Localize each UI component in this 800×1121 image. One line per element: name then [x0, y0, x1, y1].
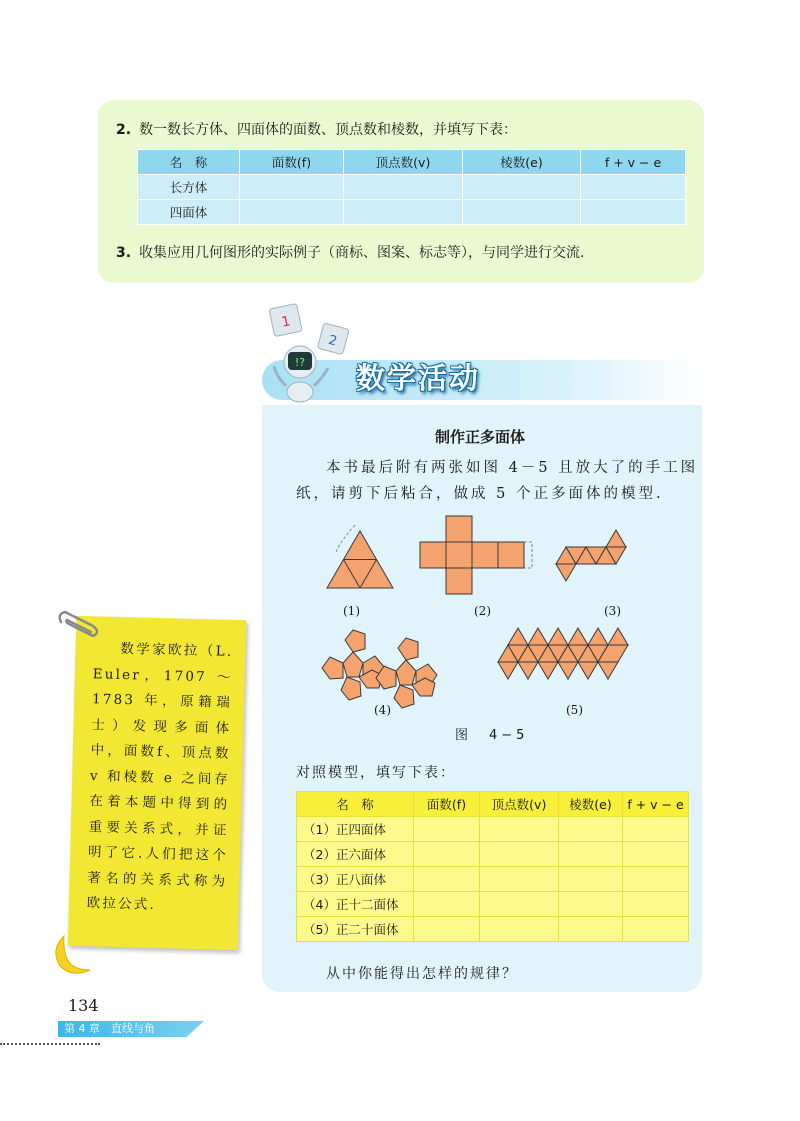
activity-banner-title: 数学活动 — [356, 361, 481, 395]
moon-icon — [48, 932, 96, 978]
figure-caption: 图 4−5 — [455, 728, 529, 743]
table-cell[interactable] — [623, 892, 689, 917]
row-label: （3）正八面体 — [297, 867, 414, 892]
figure-label-3: (3) — [604, 604, 621, 618]
table-cell[interactable] — [414, 917, 480, 942]
svg-text:1: 1 — [279, 313, 293, 331]
header-faces: 面数(f) — [240, 150, 344, 175]
table-row — [297, 892, 689, 917]
table-cell[interactable] — [559, 842, 623, 867]
table-row — [297, 842, 689, 867]
exercise-3 — [116, 243, 585, 263]
table-cell[interactable] — [623, 867, 689, 892]
mascot-icon — [258, 296, 358, 406]
header-vertices: 顶点数(v) — [344, 150, 463, 175]
row-label: （5）正二十面体 — [297, 917, 414, 942]
cube-net — [420, 516, 532, 594]
table-cell[interactable] — [623, 842, 689, 867]
table-cell[interactable] — [344, 175, 463, 200]
row-label: （2）正六面体 — [297, 842, 414, 867]
polyhedra-table-header — [297, 792, 689, 817]
table-cell[interactable] — [581, 200, 686, 225]
table-cell[interactable] — [480, 867, 559, 892]
header-name: 名 称 — [138, 150, 240, 175]
dodecahedron-net — [322, 630, 437, 708]
exercise-3-number: 3. — [116, 245, 132, 261]
table-cell[interactable] — [463, 175, 581, 200]
table-cell[interactable] — [463, 200, 581, 225]
header-faces: 面数(f) — [414, 792, 480, 817]
table-cell[interactable] — [344, 200, 463, 225]
exercise-2-text: 数一数长方体、四面体的面数、顶点数和棱数，并填写下表： — [139, 122, 518, 138]
polyhedra-table — [296, 791, 689, 942]
row-label: （4）正十二面体 — [297, 892, 414, 917]
figure-label-5: (5) — [566, 703, 583, 717]
table-cell[interactable] — [414, 817, 480, 842]
table-cell[interactable] — [559, 867, 623, 892]
activity-paragraph-line1: 本书最后附有两张如图 4－5 且放大了的手工图 — [326, 460, 699, 476]
figure-label-1: (1) — [343, 604, 360, 618]
row-label: 长方体 — [138, 175, 240, 200]
activity-paragraph-line2: 纸，请剪下后粘合，做成 5 个正多面体的模型. — [296, 486, 664, 502]
table-cell[interactable] — [480, 817, 559, 842]
table-cell[interactable] — [623, 917, 689, 942]
table-row — [297, 917, 689, 942]
header-formula: f + v − e — [581, 150, 686, 175]
table-cell[interactable] — [480, 842, 559, 867]
octahedron-net — [556, 530, 626, 581]
side-note-text: 数学家欧拉（L. Euler，1707 ～ 1783 年，原籍瑞士）发现多面体中，面数f、顶点数 v 和棱数 e 之间存在着本题中得到的重要关系式，并证明了它.人们把这个著名的关系式称为欧拉公式. — [86, 640, 234, 913]
count-table — [137, 149, 686, 225]
svg-text:!?: !? — [294, 356, 306, 369]
dotted-rule — [0, 1043, 100, 1045]
closing-question: 从中你能得出怎样的规律？ — [326, 966, 518, 982]
table-cell[interactable] — [559, 892, 623, 917]
tetrahedron-net — [327, 525, 393, 588]
table-row — [297, 817, 689, 842]
table-cell[interactable] — [623, 817, 689, 842]
header-vertices: 顶点数(v) — [480, 792, 559, 817]
figure-label-2: (2) — [474, 604, 491, 618]
header-formula: f + v − e — [623, 792, 689, 817]
chapter-label: 第 4 章 直线与角 — [64, 1022, 155, 1035]
table-cell[interactable] — [480, 892, 559, 917]
header-name: 名 称 — [297, 792, 414, 817]
icosahedron-net — [498, 628, 628, 679]
polyhedra-nets-figure — [300, 512, 700, 722]
activity-title: 制作正多面体 — [435, 428, 526, 446]
table-cell[interactable] — [414, 867, 480, 892]
table-cell[interactable] — [240, 200, 344, 225]
table-cell[interactable] — [480, 917, 559, 942]
header-edges: 棱数(e) — [463, 150, 581, 175]
page-number: 134 — [68, 996, 99, 1015]
table-cell[interactable] — [414, 892, 480, 917]
table-cell[interactable] — [240, 175, 344, 200]
figure-label-4: (4) — [374, 703, 391, 717]
table-cell[interactable] — [559, 817, 623, 842]
table-row — [138, 175, 686, 200]
svg-text:2: 2 — [326, 332, 339, 350]
table-instruction: 对照模型，填写下表： — [296, 765, 456, 781]
exercise-3-text: 收集应用几何图形的实际例子（商标、图案、标志等），与同学进行交流. — [139, 245, 585, 261]
exercise-2-number: 2. — [116, 122, 132, 138]
table-row — [297, 867, 689, 892]
exercise-2 — [116, 120, 517, 140]
table-row — [138, 200, 686, 225]
header-edges: 棱数(e) — [559, 792, 623, 817]
table-cell[interactable] — [581, 175, 686, 200]
table-cell[interactable] — [414, 842, 480, 867]
row-label: （1）正四面体 — [297, 817, 414, 842]
table-cell[interactable] — [559, 917, 623, 942]
count-table-header — [138, 150, 686, 175]
row-label: 四面体 — [138, 200, 240, 225]
